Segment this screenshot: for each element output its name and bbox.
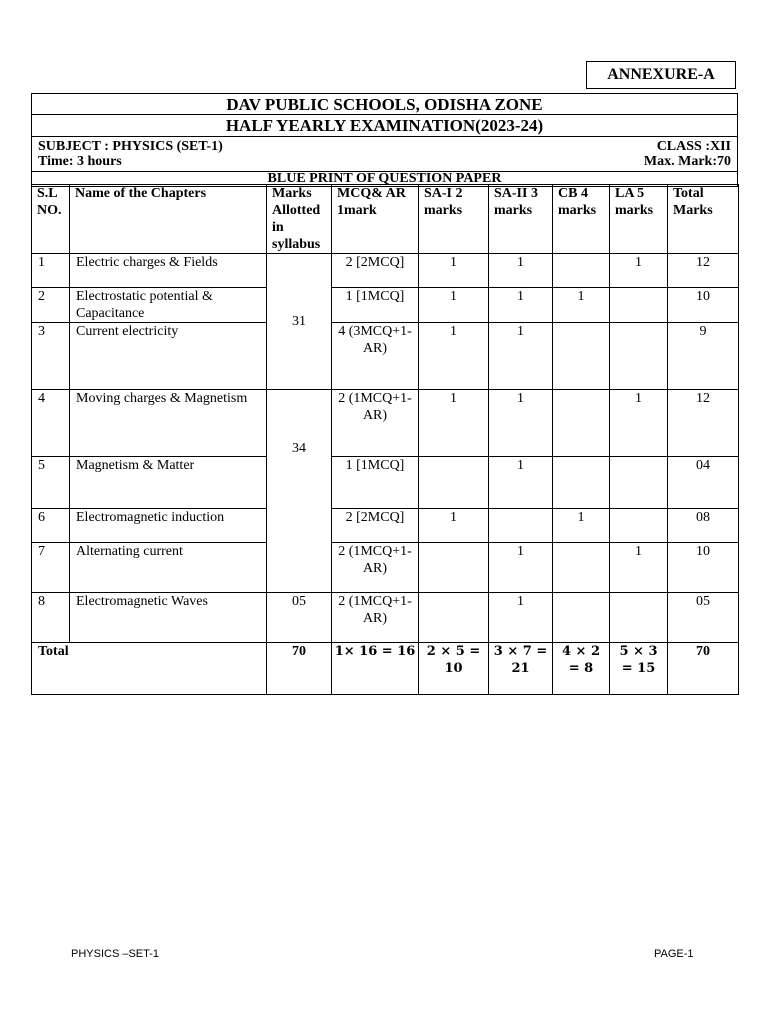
row-mcq: 2 (1MCQ+1-AR) — [332, 390, 419, 457]
row-sa2: 1 — [489, 288, 553, 323]
row-cb — [553, 390, 610, 457]
row-chapter: Moving charges & Magnetism — [70, 390, 267, 457]
totals-sa2: 3 × 7 = 21 — [489, 643, 553, 695]
row-sa2: 1 — [489, 323, 553, 390]
header-table — [31, 93, 738, 187]
row-sl: 4 — [32, 390, 70, 457]
annexure-label: ANNEXURE-A — [586, 61, 736, 89]
row-sl: 7 — [32, 543, 70, 593]
class-text: CLASS :XII — [656, 139, 731, 154]
exam-info — [32, 137, 738, 172]
row-sa1 — [419, 457, 489, 509]
row-sa1: 1 — [419, 254, 489, 288]
totals-row — [32, 643, 739, 695]
row-mcq: 1 [1MCQ] — [332, 288, 419, 323]
row-la: 1 — [610, 543, 668, 593]
row-sl: 6 — [32, 509, 70, 543]
totals-cb: 4 × 2 = 8 — [553, 643, 610, 695]
row-chapter: Electromagnetic induction — [70, 509, 267, 543]
col-chapter: Name of the Chapters — [70, 185, 267, 254]
row-total: 10 — [668, 543, 739, 593]
row-mcq: 2 [2MCQ] — [332, 254, 419, 288]
row-sa2: 1 — [489, 254, 553, 288]
row-la — [610, 457, 668, 509]
row-sa1: 1 — [419, 509, 489, 543]
group-marks-1: 31 — [267, 254, 332, 390]
row-sa1 — [419, 543, 489, 593]
col-la: LA 5 marks — [610, 185, 668, 254]
exam-title: HALF YEARLY EXAMINATION(2023-24) — [32, 115, 738, 137]
row-cb — [553, 254, 610, 288]
table-row — [32, 509, 739, 543]
row-total: 05 — [668, 593, 739, 643]
row-sa1 — [419, 593, 489, 643]
row-la — [610, 509, 668, 543]
row-total: 12 — [668, 254, 739, 288]
blueprint-title: BLUE PRINT OF QUESTION PAPER — [32, 172, 738, 187]
row-chapter: Electromagnetic Waves — [70, 593, 267, 643]
row-sl: 2 — [32, 288, 70, 323]
table-row — [32, 593, 739, 643]
totals-total: 70 — [668, 643, 739, 695]
row-la — [610, 288, 668, 323]
totals-la: 5 × 3 = 15 — [610, 643, 668, 695]
col-sa1: SA-I 2 marks — [419, 185, 489, 254]
row-sa1: 1 — [419, 288, 489, 323]
row-mcq: 1 [1MCQ] — [332, 457, 419, 509]
row-sa2: 1 — [489, 543, 553, 593]
row-cb: 1 — [553, 509, 610, 543]
table-row — [32, 254, 739, 288]
footer-left: PHYSICS –SET-1 — [71, 948, 160, 960]
row-chapter: Current electricity — [70, 323, 267, 390]
group-marks-3: 05 — [267, 593, 332, 643]
row-sa2: 1 — [489, 593, 553, 643]
row-sa1: 1 — [419, 323, 489, 390]
row-total: 9 — [668, 323, 739, 390]
row-sl: 3 — [32, 323, 70, 390]
time-text: Time: 3 hours — [38, 154, 122, 169]
row-chapter: Electrostatic potential & Capacitance — [70, 288, 267, 323]
row-la: 1 — [610, 390, 668, 457]
col-total: Total Marks — [668, 185, 739, 254]
table-row — [32, 288, 739, 323]
row-mcq: 2 (1MCQ+1-AR) — [332, 593, 419, 643]
table-header-row — [32, 185, 739, 254]
row-chapter: Magnetism & Matter — [70, 457, 267, 509]
row-sl: 5 — [32, 457, 70, 509]
row-total: 08 — [668, 509, 739, 543]
row-la — [610, 323, 668, 390]
col-mcq: MCQ& AR 1mark — [332, 185, 419, 254]
row-cb — [553, 543, 610, 593]
row-cb — [553, 457, 610, 509]
row-la: 1 — [610, 254, 668, 288]
subject-text: SUBJECT : PHYSICS (SET-1) — [38, 139, 223, 154]
row-sl: 8 — [32, 593, 70, 643]
col-cb: CB 4 marks — [553, 185, 610, 254]
table-row — [32, 543, 739, 593]
totals-label: Total — [32, 643, 267, 695]
row-total: 04 — [668, 457, 739, 509]
totals-sa1: 2 × 5 = 10 — [419, 643, 489, 695]
school-name: DAV PUBLIC SCHOOLS, ODISHA ZONE — [32, 94, 738, 115]
row-sa2: 1 — [489, 457, 553, 509]
row-cb — [553, 593, 610, 643]
row-sa1: 1 — [419, 390, 489, 457]
row-mcq: 2 [2MCQ] — [332, 509, 419, 543]
row-sa2 — [489, 509, 553, 543]
col-sl: S.L NO. — [32, 185, 70, 254]
row-total: 10 — [668, 288, 739, 323]
totals-mcq: 1× 16 = 16 — [332, 643, 419, 695]
row-cb — [553, 323, 610, 390]
table-row — [32, 457, 739, 509]
max-mark-text: Max. Mark:70 — [643, 154, 731, 169]
table-row — [32, 323, 739, 390]
row-cb: 1 — [553, 288, 610, 323]
blueprint-table — [31, 184, 739, 695]
row-mcq: 4 (3MCQ+1-AR) — [332, 323, 419, 390]
row-mcq: 2 (1MCQ+1-AR) — [332, 543, 419, 593]
col-marks: Marks Allotted in syllabus — [267, 185, 332, 254]
row-total: 12 — [668, 390, 739, 457]
row-la — [610, 593, 668, 643]
row-chapter: Alternating current — [70, 543, 267, 593]
group-marks-2: 34 — [267, 390, 332, 593]
row-sl: 1 — [32, 254, 70, 288]
row-chapter: Electric charges & Fields — [70, 254, 267, 288]
totals-marks: 70 — [267, 643, 332, 695]
table-row — [32, 390, 739, 457]
col-sa2: SA-II 3 marks — [489, 185, 553, 254]
footer-right: PAGE-1 — [654, 948, 694, 960]
row-sa2: 1 — [489, 390, 553, 457]
